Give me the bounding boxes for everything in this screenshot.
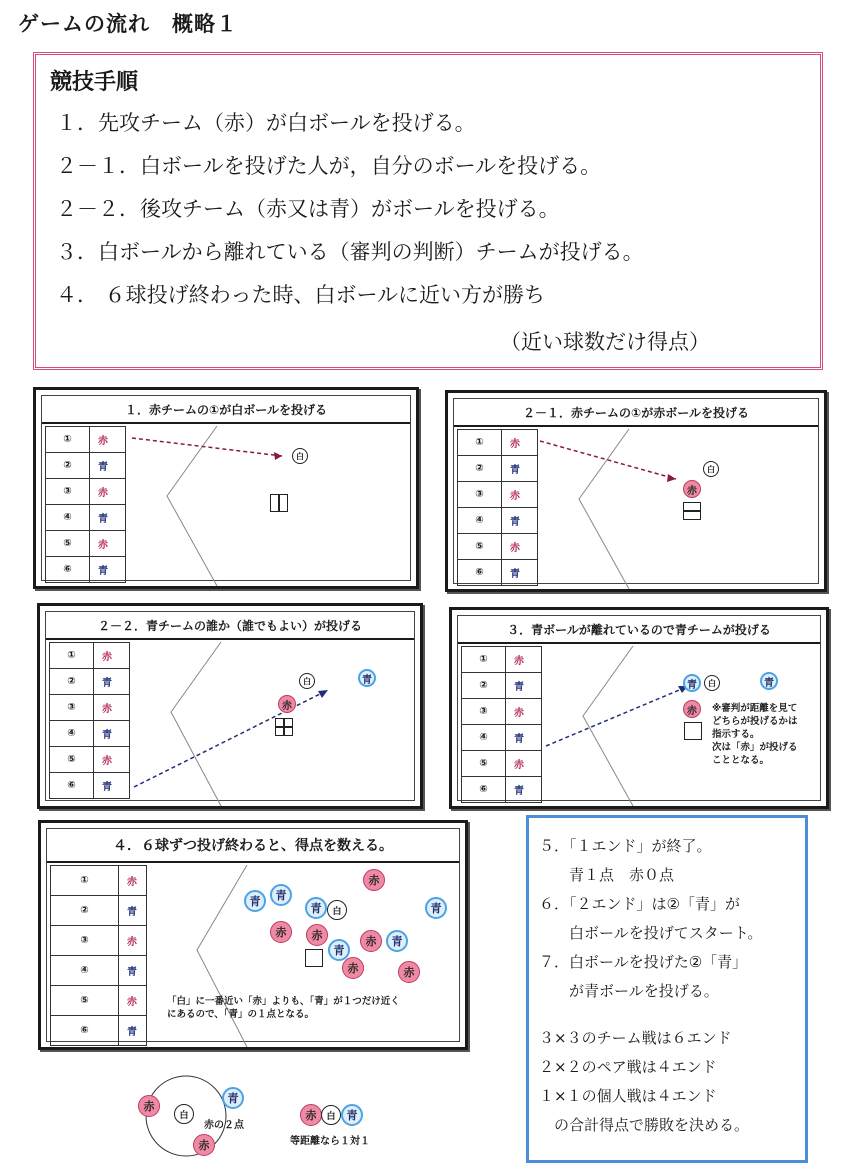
order-number: ④ — [51, 956, 119, 986]
blue-ball: 青 — [305, 897, 327, 919]
end-line: の合計得点で勝敗を決める。 — [539, 1116, 750, 1134]
procedure-step-1: １．先攻チーム（赤）が白ボールを投げる。 — [56, 111, 476, 135]
order-number: ⑥ — [51, 1016, 119, 1046]
court-lines — [454, 429, 822, 589]
end-line: ５．「１エンド」が終了。 — [539, 837, 712, 855]
white-ball: 白 — [321, 1105, 341, 1125]
score-note: 「白」に一番近い「赤」よりも、「青」が１つだけ近く にあるので、「青」の１点となる。 — [167, 996, 400, 1020]
order-team: 青 — [502, 456, 538, 482]
order-team: 赤 — [90, 531, 126, 557]
red-ball: 赤 — [306, 924, 328, 946]
order-number: ④ — [458, 508, 502, 534]
order-number: ② — [51, 896, 119, 926]
throw-arrow — [540, 441, 676, 479]
red-ball: 赤 — [193, 1134, 215, 1156]
order-number: ⑥ — [50, 773, 94, 799]
white-ball: 白 — [174, 1104, 194, 1124]
end-line: ２×２のペア戦は４エンド — [539, 1058, 717, 1076]
order-number: ⑤ — [50, 747, 94, 773]
end-line: 青１点 赤０点 — [539, 866, 675, 884]
order-team: 赤 — [90, 427, 126, 453]
order-team: 赤 — [94, 643, 130, 669]
procedure-step-2-2: ２－２．後攻チーム（赤又は青）がボールを投げる。 — [56, 197, 560, 221]
red-ball: 赤 — [398, 961, 420, 983]
red-ball: 赤 — [683, 700, 701, 718]
panel-title: ４．６球ずつ投げ終わると、得点を数える。 — [47, 829, 459, 863]
order-number: ③ — [462, 699, 506, 725]
end-line: ７．白ボールを投げた②「青」 — [539, 953, 748, 971]
end-line: 白ボールを投げてスタート。 — [539, 924, 763, 942]
order-team: 赤 — [506, 647, 542, 673]
diagram-panel-2 — [445, 390, 827, 592]
order-team: 赤 — [119, 986, 147, 1016]
throw-arrow — [546, 688, 684, 746]
order-number: ② — [458, 456, 502, 482]
order-team: 青 — [502, 560, 538, 586]
order-team: 赤 — [502, 430, 538, 456]
order-team: 青 — [506, 673, 542, 699]
jack-cross-mark — [683, 502, 701, 520]
jack-cross-mark — [270, 494, 288, 512]
order-team: 赤 — [119, 866, 147, 896]
diagram-panel-4 — [449, 607, 829, 809]
order-team: 赤 — [506, 699, 542, 725]
order-number: ① — [50, 643, 94, 669]
procedure-note: （近い球数だけ得点） — [500, 330, 710, 354]
order-number: ⑥ — [458, 560, 502, 586]
order-team: 赤 — [502, 482, 538, 508]
order-team: 青 — [94, 773, 130, 799]
order-team: 赤 — [506, 751, 542, 777]
panel-title: ２－２．青チームの誰か（誰でもよい）が投げる — [46, 612, 414, 640]
red-ball: 赤 — [300, 1104, 322, 1126]
diagram-panel-1 — [33, 387, 419, 589]
order-number: ⑥ — [462, 777, 506, 803]
order-team: 青 — [506, 725, 542, 751]
order-number: ① — [46, 427, 90, 453]
jack-cross-mark — [275, 718, 293, 736]
panel-title: ２－１．赤チームの①が赤ボールを投げる — [454, 399, 818, 427]
order-team: 赤 — [94, 695, 130, 721]
white-ball: 白 — [704, 675, 720, 691]
red-ball: 赤 — [363, 869, 385, 891]
order-team: 青 — [506, 777, 542, 803]
end-line: ６．「２エンド」は②「青」が — [539, 895, 740, 913]
legend-red-two-points: 赤の２点 — [204, 1120, 244, 1131]
diagram-panel-5 — [38, 820, 468, 1050]
white-ball: 白 — [299, 673, 315, 689]
order-team: 赤 — [90, 479, 126, 505]
panel-title: ３．青ボールが離れているので青チームが投げる — [458, 616, 820, 644]
order-number: ④ — [50, 721, 94, 747]
procedure-heading: 競技手順 — [50, 70, 139, 95]
red-ball: 赤 — [683, 480, 701, 498]
order-team: 青 — [119, 956, 147, 986]
order-number: ④ — [462, 725, 506, 751]
red-ball: 赤 — [360, 930, 382, 952]
page-title: ゲームの流れ 概略１ — [18, 12, 238, 36]
procedure-step-3: ３．白ボールから離れている（審判の判断）チームが投げる。 — [56, 240, 644, 264]
blue-ball: 青 — [425, 897, 447, 919]
jack-mark — [305, 949, 323, 967]
end-line: １×１の個人戦は４エンド — [539, 1087, 717, 1105]
order-number: ③ — [458, 482, 502, 508]
order-number: ① — [462, 647, 506, 673]
red-ball: 赤 — [138, 1095, 160, 1117]
end-line: ３×３のチーム戦は６エンド — [539, 1029, 732, 1047]
order-team: 青 — [94, 721, 130, 747]
court-lines — [46, 642, 418, 806]
order-team: 青 — [94, 669, 130, 695]
order-number: ③ — [46, 479, 90, 505]
white-ball: 白 — [703, 461, 719, 477]
order-team: 青 — [119, 1016, 147, 1046]
order-number: ① — [51, 866, 119, 896]
order-number: ⑥ — [46, 557, 90, 583]
blue-ball: 青 — [270, 884, 292, 906]
order-number: ⑤ — [462, 751, 506, 777]
white-ball: 白 — [327, 900, 347, 920]
order-team: 青 — [90, 505, 126, 531]
blue-ball: 青 — [386, 930, 408, 952]
procedure-box — [33, 52, 823, 370]
referee-note: ※審判が距離を見て どちらが投げるかは 指示する。 次は「赤」が投げる こととなる。 — [712, 703, 798, 766]
procedure-step-2-1: ２－１．白ボールを投げた人が，自分のボールを投げる。 — [56, 154, 602, 178]
order-team: 赤 — [119, 926, 147, 956]
white-ball: 白 — [292, 448, 308, 464]
red-ball: 赤 — [278, 695, 296, 713]
order-number: ⑤ — [458, 534, 502, 560]
blue-ball: 青 — [244, 890, 266, 912]
diagram-panel-3 — [37, 603, 423, 809]
blue-ball: 青 — [358, 669, 376, 687]
order-number: ② — [462, 673, 506, 699]
end-line — [539, 1006, 795, 1024]
end-info-box — [526, 815, 808, 1163]
order-team: 青 — [502, 508, 538, 534]
blue-ball: 青 — [328, 939, 350, 961]
blue-ball: 青 — [341, 1104, 363, 1126]
order-number: ④ — [46, 505, 90, 531]
order-number: ⑤ — [51, 986, 119, 1016]
order-team: 赤 — [94, 747, 130, 773]
panel-title: １．赤チームの①が白ボールを投げる — [42, 396, 410, 424]
blue-ball: 青 — [760, 672, 778, 690]
red-ball: 赤 — [270, 921, 292, 943]
jack-mark — [684, 722, 702, 740]
legend-equal-distance: 等距離なら１対１ — [290, 1136, 370, 1147]
order-team: 青 — [119, 896, 147, 926]
court-lines — [42, 426, 414, 586]
procedure-step-4: ４． ６球投げ終わった時、白ボールに近い方が勝ち — [56, 283, 546, 307]
order-number: ② — [50, 669, 94, 695]
order-number: ⑤ — [46, 531, 90, 557]
order-number: ③ — [51, 926, 119, 956]
order-team: 青 — [90, 557, 126, 583]
order-team: 赤 — [502, 534, 538, 560]
order-team: 青 — [90, 453, 126, 479]
blue-ball: 青 — [222, 1087, 244, 1109]
order-number: ① — [458, 430, 502, 456]
end-line: が青ボールを投げる。 — [539, 982, 719, 1000]
order-number: ③ — [50, 695, 94, 721]
order-number: ② — [46, 453, 90, 479]
blue-ball: 青 — [683, 674, 701, 692]
red-ball: 赤 — [342, 957, 364, 979]
